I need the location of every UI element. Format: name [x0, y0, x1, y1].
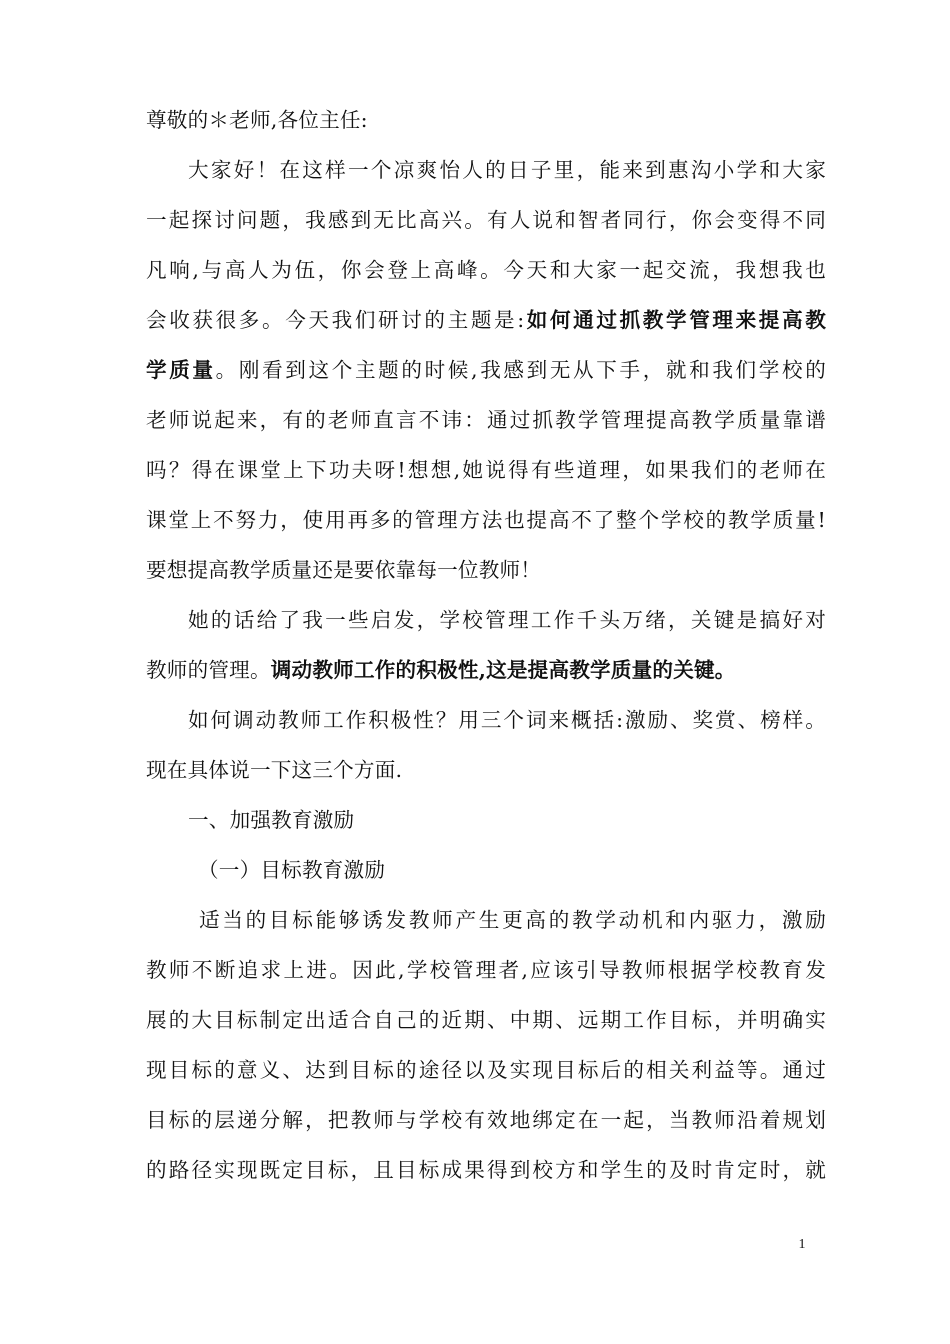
paragraph-1-line-1: 大家好！在这样一个凉爽怡人的日子里，能来到惠沟小学和大家 — [188, 158, 826, 182]
paragraph-3-line-2: 现在具体说一下这三个方面. — [146, 758, 403, 782]
paragraph-1-line-2: 一起探讨问题，我感到无比高兴。有人说和智者同行，你会变得不同 — [146, 208, 826, 232]
paragraph-3-line-1: 如何调动教师工作积极性？用三个词来概括:激励、奖赏、榜样。 — [188, 708, 826, 732]
paragraph-4-line-2: 教师不断追求上进。因此,学校管理者,应该引导教师根据学校教育发 — [146, 958, 826, 982]
paragraph-4-line-1: 适当的目标能够诱发教师产生更高的教学动机和内驱力，激励 — [199, 908, 826, 932]
paragraph-2-line-2: 教师的管理。调动教师工作的积极性,这是提高教学质量的关键。 — [146, 658, 736, 682]
paragraph-2-line-1: 她的话给了我一些启发，学校管理工作千头万绪，关键是搞好对 — [188, 608, 826, 632]
paragraph-1-line-9: 要想提高教学质量还是要依靠每一位教师！ — [146, 558, 542, 582]
theme-bold-text-start: 如何通过抓教学管理来提高教 — [524, 308, 826, 332]
paragraph-4-line-4: 现目标的意义、达到目标的途径以及实现目标后的相关利益等。通过 — [146, 1058, 826, 1082]
paragraph-1-line-4: 会收获很多。今天我们研讨的主题是:如何通过抓教学管理来提高教 — [146, 308, 826, 332]
paragraph-1-line-8: 课堂上不努力，使用再多的管理方法也提高不了整个学校的教学质量! — [146, 508, 826, 532]
salutation-line: 尊敬的＊老师,各位主任: — [146, 108, 368, 132]
paragraph-1-line-6: 老师说起来，有的老师直言不讳：通过抓教学管理提高教学质量靠谱 — [146, 408, 826, 432]
paragraph-4-line-3: 展的大目标制定出适合自己的近期、中期、远期工作目标，并明确实 — [146, 1008, 826, 1032]
paragraph-1-line-5: 学质量。刚看到这个主题的时候,我感到无从下手，就和我们学校的 — [146, 358, 826, 382]
paragraph-4-line-6: 的路径实现既定目标，且目标成果得到校方和学生的及时肯定时，就 — [146, 1158, 826, 1182]
paragraph-1-line-7: 吗？得在课堂上下功夫呀!想想,她说得有些道理，如果我们的老师在 — [146, 458, 826, 482]
page-number: 1 — [798, 1237, 806, 1252]
theme-bold-text-end: 学质量 — [146, 358, 216, 382]
paragraph-1-line-3: 凡响,与高人为伍，你会登上高峰。今天和大家一起交流，我想我也 — [146, 258, 826, 282]
key-point-bold-text: 调动教师工作的积极性,这是提高教学质量的关键。 — [270, 658, 736, 682]
subsection-heading-1: （一）目标教育激励 — [198, 858, 386, 882]
section-heading-1: 一、加强教育激励 — [188, 808, 355, 832]
paragraph-4-line-5: 目标的层递分解，把教师与学校有效地绑定在一起，当教师沿着规划 — [146, 1108, 826, 1132]
